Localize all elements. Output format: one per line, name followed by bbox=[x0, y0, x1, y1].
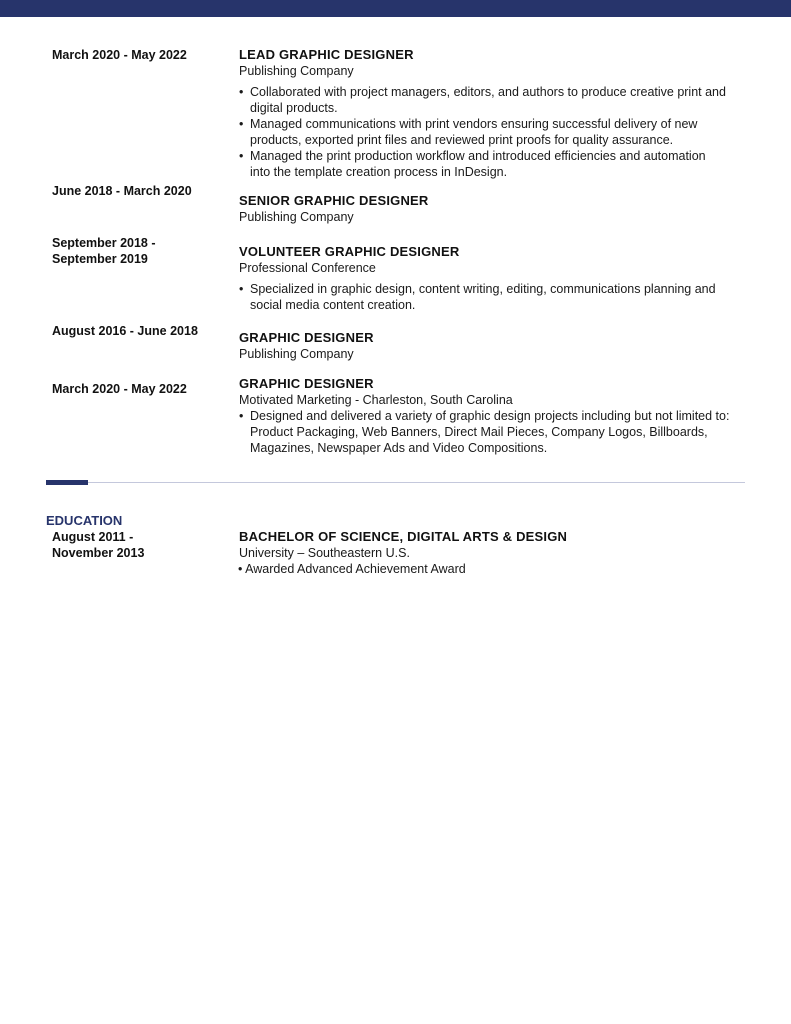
entry-date: March 2020 - May 2022 bbox=[52, 382, 187, 396]
entry-date: June 2018 - March 2020 bbox=[52, 184, 192, 198]
company-name: Publishing Company bbox=[239, 347, 354, 361]
header-accent-bar bbox=[0, 0, 791, 17]
degree-title: BACHELOR OF SCIENCE, DIGITAL ARTS & DESIGN bbox=[239, 529, 568, 544]
job-title: GRAPHIC DESIGNER bbox=[239, 376, 374, 391]
responsibility-item: • Specialized in graphic design, content writing, editing, communications planning and social media content creation. bbox=[239, 282, 716, 312]
company-name: Motivated Marketing - Charleston, South Carolina bbox=[239, 393, 513, 407]
company-name: Publishing Company bbox=[239, 210, 354, 224]
education-heading: EDUCATION bbox=[46, 513, 123, 528]
responsibility-list bbox=[239, 408, 734, 456]
company-name: Publishing Company bbox=[239, 64, 354, 78]
job-title: GRAPHIC DESIGNER bbox=[239, 330, 374, 345]
responsibility-item: • Managed communications with print vendors ensuring successful delivery of new products, exported print files and reviewed print proofs for quality assurance. bbox=[239, 117, 698, 147]
entry-date: March 2020 - May 2022 bbox=[52, 48, 187, 62]
job-title: LEAD GRAPHIC DESIGNER bbox=[239, 47, 414, 62]
bullet-icon: • bbox=[239, 149, 244, 163]
responsibility-item: • Designed and delivered a variety of graphic design projects including but not limited to: Product Packaging, Web Banners, Direct Mail Pieces, Company Logos, Billboards, Magazines, Newspaper Ads and Video Compositions. bbox=[239, 409, 730, 455]
company-name: Professional Conference bbox=[239, 261, 376, 275]
responsibility-item: • Managed the print production workflow and introduced efficiencies and automation into the template creation process in InDesign. bbox=[239, 149, 706, 179]
bullet-icon: • bbox=[239, 282, 244, 296]
bullet-icon: • bbox=[239, 409, 244, 423]
section-divider-accent bbox=[46, 480, 88, 485]
responsibility-list bbox=[239, 281, 739, 313]
section-divider bbox=[46, 482, 745, 483]
responsibility-list bbox=[239, 84, 729, 180]
entry-date: September 2018 - September 2019 bbox=[52, 236, 156, 266]
bullet-icon: • bbox=[239, 85, 244, 99]
bullet-icon: • bbox=[239, 117, 244, 131]
job-title: VOLUNTEER GRAPHIC DESIGNER bbox=[239, 244, 460, 259]
entry-date: August 2016 - June 2018 bbox=[52, 324, 198, 338]
school-name: University – Southeastern U.S. bbox=[239, 546, 410, 560]
job-title: SENIOR GRAPHIC DESIGNER bbox=[239, 193, 429, 208]
award-item: • Awarded Advanced Achievement Award bbox=[238, 562, 466, 576]
responsibility-item: • Collaborated with project managers, editors, and authors to produce creative print and digital products. bbox=[239, 85, 726, 115]
education-date: August 2011 - November 2013 bbox=[52, 530, 145, 560]
